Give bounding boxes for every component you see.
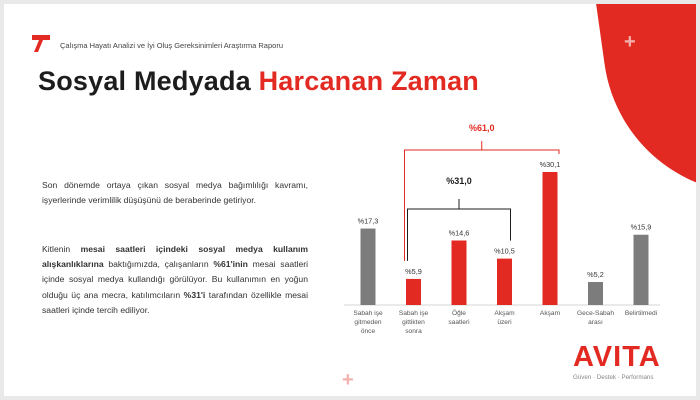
- chart-bar: [406, 279, 421, 305]
- category-tick-label: Sabah işe: [398, 310, 429, 317]
- bar-value-label: %17,3: [357, 216, 379, 226]
- bar-value-label: %30,1: [539, 160, 561, 169]
- plus-decoration-icon: +: [342, 369, 354, 391]
- summary-text: baktığımızda, çalışanların: [103, 259, 214, 270]
- summary-text: tarafından özellikle mesai saatleri içinde tercih ediliyor.: [42, 289, 308, 315]
- brand-name: AVITA: [573, 341, 661, 373]
- report-header: Çalışma Hayatı Analizi ve İyi Oluş Gereksinimleri Araştırma Raporu: [60, 41, 283, 50]
- category-tick-label: Sabah işe: [353, 310, 383, 317]
- title-part-2: Harcanan Zaman: [258, 66, 479, 96]
- category-tick-label: gittikten: [402, 319, 425, 326]
- brand-tagline: Güven · Destek · Performans: [573, 374, 654, 381]
- summary-text: Kitlenin: [42, 244, 81, 254]
- bracket-61: [405, 150, 560, 261]
- category-tick-label: sonra: [405, 328, 422, 335]
- chart-bar: [497, 259, 512, 305]
- plus-decoration-icon: +: [624, 31, 636, 53]
- bar-value-label: %5,2: [587, 270, 604, 280]
- summary-bold: %61'inin: [213, 259, 248, 270]
- bar-value-label: %10,5: [494, 246, 515, 256]
- category-tick-label: Gece-Sabah: [576, 310, 615, 317]
- category-tick-label: Öğle: [452, 310, 466, 317]
- category-tick-label: arası: [588, 319, 603, 326]
- chart-bar: [588, 282, 603, 305]
- category-tick-label: Akşam: [539, 310, 561, 317]
- bracket-61-label: %61,0: [468, 123, 495, 133]
- chart-bar: [452, 240, 467, 305]
- chart-bar: [361, 229, 376, 305]
- chart-bar: [634, 235, 649, 305]
- summary-text: mesai saatleri içinde sosyal medya kullandığı görülüyor. Bu kullanımın en yoğun olduğu üç ana mecra, katılımcıların: [42, 259, 309, 300]
- bar-value-label: %14,6: [448, 228, 470, 238]
- category-tick-label: önce: [360, 328, 376, 335]
- category-tick-label: saatleri: [448, 319, 470, 326]
- category-tick-label: üzeri: [497, 319, 512, 326]
- category-tick-label: Akşam: [494, 310, 515, 317]
- category-tick-label: Belirtilmedi: [624, 310, 658, 317]
- summary-bold: %31'i: [183, 289, 206, 300]
- bracket-31-label: %31,0: [446, 176, 472, 186]
- chart-bar: [543, 172, 558, 305]
- summary-bold: mesai saatleri içindeki sosyal medya kullanım alışkanlıklarına: [42, 244, 309, 270]
- bar-value-label: %15,9: [630, 222, 652, 232]
- title-part-1: Sosyal Medyada: [38, 66, 251, 96]
- intro-paragraph: Son dönemde ortaya çıkan sosyal medya bağımlılığı kavramı, işyerlerinde verimlilik düşüşünü de beraberinde getiriyor.: [42, 180, 308, 206]
- bar-value-label: %5,9: [405, 266, 422, 276]
- category-tick-label: gitmeden: [354, 319, 382, 326]
